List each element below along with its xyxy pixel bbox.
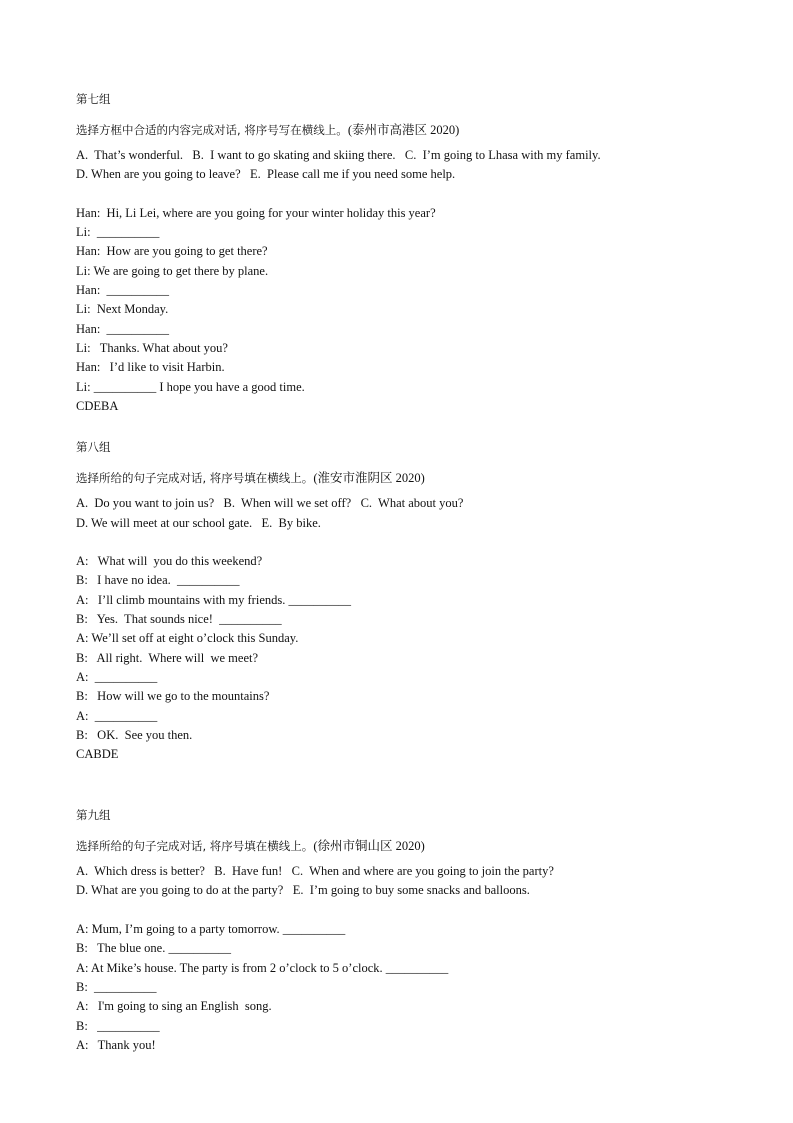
instruction-source: (淮安市淮阴区 2020)	[313, 471, 425, 485]
answer-key: CDEBA	[76, 399, 119, 413]
section-heading: 第八组	[76, 440, 111, 454]
dialogue-line: A: I’ll climb mountains with my friends. __________	[76, 593, 351, 607]
dialogue-line: Li: Thanks. What about you?	[76, 341, 228, 355]
section-heading: 第七组	[76, 92, 111, 106]
dialogue-line: Han: Hi, Li Lei, where are you going for your winter holiday this year?	[76, 206, 436, 220]
dialogue-line: Han: __________	[76, 283, 170, 297]
dialogue-line: B: All right. Where will we meet?	[76, 651, 259, 665]
dialogue-line: A: Mum, I’m going to a party tomorrow. __________	[76, 922, 346, 936]
answer-key: CABDE	[76, 747, 119, 761]
dialogue-line: B: How will we go to the mountains?	[76, 689, 270, 703]
dialogue-line: B: __________	[76, 980, 157, 994]
dialogue-line: B: Yes. That sounds nice! __________	[76, 612, 282, 626]
options-line: A. Do you want to join us? B. When will we set off? C. What about you?	[76, 496, 464, 510]
dialogue-line: A: __________	[76, 709, 158, 723]
dialogue-line: B: __________	[76, 1019, 160, 1033]
options-line: D. What are you going to do at the party? E. I’m going to buy some snacks and balloons.	[76, 883, 530, 897]
dialogue-line: Han: How are you going to get there?	[76, 244, 268, 258]
instruction-text: 选择所给的句子完成对话, 将序号填在横线上。	[76, 471, 314, 485]
options-line: D. When are you going to leave? E. Please call me if you need some help.	[76, 167, 456, 181]
dialogue-line: Li: __________ I hope you have a good time.	[76, 380, 305, 394]
instruction-text: 选择方框中合适的内容完成对话, 将序号写在横线上。	[76, 123, 348, 137]
dialogue-line: Li: Next Monday.	[76, 302, 169, 316]
options-line: A. Which dress is better? B. Have fun! C. When and where are you going to join the party?	[76, 864, 554, 878]
options-line: D. We will meet at our school gate. E. By bike.	[76, 516, 321, 530]
instruction-text: 选择所给的句子完成对话, 将序号填在横线上。	[76, 839, 314, 853]
dialogue-line: Han: I’d like to visit Harbin.	[76, 360, 225, 374]
dialogue-line: A: At Mike’s house. The party is from 2 o’clock to 5 o’clock. __________	[76, 961, 449, 975]
dialogue-line: B: The blue one. __________	[76, 941, 231, 955]
section-instruction	[76, 122, 459, 138]
instruction-source: (徐州市铜山区 2020)	[313, 839, 425, 853]
dialogue-line: A: We’ll set off at eight o’clock this Sunday.	[76, 631, 299, 645]
section-heading: 第九组	[76, 808, 111, 822]
dialogue-line: Li: __________	[76, 225, 160, 239]
dialogue-line: B: OK. See you then.	[76, 728, 193, 742]
instruction-source: (泰州市高港区 2020)	[347, 123, 460, 137]
section-instruction	[76, 838, 425, 854]
dialogue-line: A: __________	[76, 670, 158, 684]
dialogue-line: A: I'm going to sing an English song.	[76, 999, 272, 1013]
dialogue-line: A: Thank you!	[76, 1038, 156, 1052]
section-instruction	[76, 470, 425, 486]
options-line: A. That’s wonderful. B. I want to go skating and skiing there. C. I’m going to Lhasa with my family.	[76, 148, 601, 162]
dialogue-line: B: I have no idea. __________	[76, 573, 240, 587]
dialogue-line: Li: We are going to get there by plane.	[76, 264, 269, 278]
dialogue-line: Han: __________	[76, 322, 170, 336]
dialogue-line: A: What will you do this weekend?	[76, 554, 263, 568]
